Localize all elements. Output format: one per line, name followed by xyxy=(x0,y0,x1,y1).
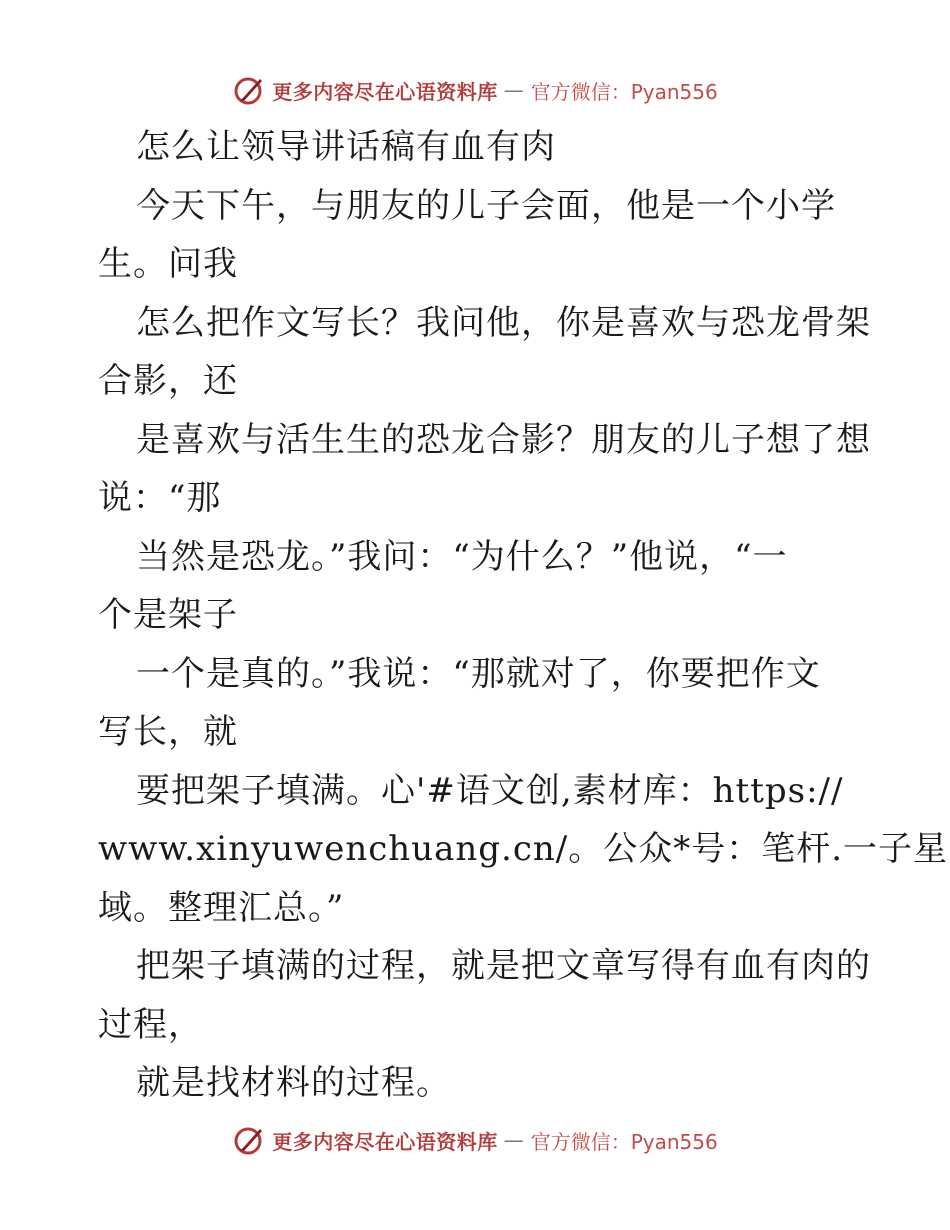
document-title: 怎么让领导讲话稿有血有肉 xyxy=(136,127,556,167)
text-line: 当然是恐龙。”我问：“为什么？”他说，“一 xyxy=(136,536,788,577)
text-line: 过程， xyxy=(98,1004,203,1045)
banner-separator: — xyxy=(503,1128,525,1152)
footer-banner xyxy=(0,1118,950,1162)
text-line: 合影，还 xyxy=(98,361,238,401)
quill-pen-logo-icon xyxy=(232,73,266,107)
text-line: 把架子填满的过程，就是把文章写得有血有肉的 xyxy=(136,946,871,986)
text-line: www.xinyuwenchuang.cn/。公众*号：笔杆.一子星 xyxy=(98,829,949,869)
banner-slogan: 更多内容尽在心语资料库 xyxy=(272,1129,498,1154)
text-line: 要把架子填满。心'#语文创,素材库：https:// xyxy=(136,770,844,811)
text-line: 今天下午，与朋友的儿子会面，他是一个小学 xyxy=(136,185,836,226)
text-line: 一个是真的。”我说：“那就对了，你要把作文 xyxy=(136,653,821,694)
banner-contact: 官方微信：Pyan556 xyxy=(530,1129,718,1154)
banner-slogan: 更多内容尽在心语资料库 xyxy=(272,79,498,104)
header-banner xyxy=(0,68,950,112)
text-line: 写长，就 xyxy=(98,712,238,752)
text-line: 个是架子 xyxy=(98,595,238,635)
text-line: 是喜欢与活生生的恐龙合影？朋友的儿子想了想 xyxy=(136,419,871,460)
text-line: 就是找材料的过程。 xyxy=(136,1063,451,1103)
banner-contact: 官方微信：Pyan556 xyxy=(530,79,718,104)
banner-separator: — xyxy=(503,78,525,102)
quill-pen-logo-icon xyxy=(232,1123,266,1157)
text-line: 域。整理汇总。” xyxy=(98,887,345,928)
text-line: 说：“那 xyxy=(98,478,222,518)
text-line: 生。问我 xyxy=(98,244,238,284)
document-body xyxy=(98,118,949,1113)
text-line: 怎么把作文写长？我问他，你是喜欢与恐龙骨架 xyxy=(136,302,871,343)
